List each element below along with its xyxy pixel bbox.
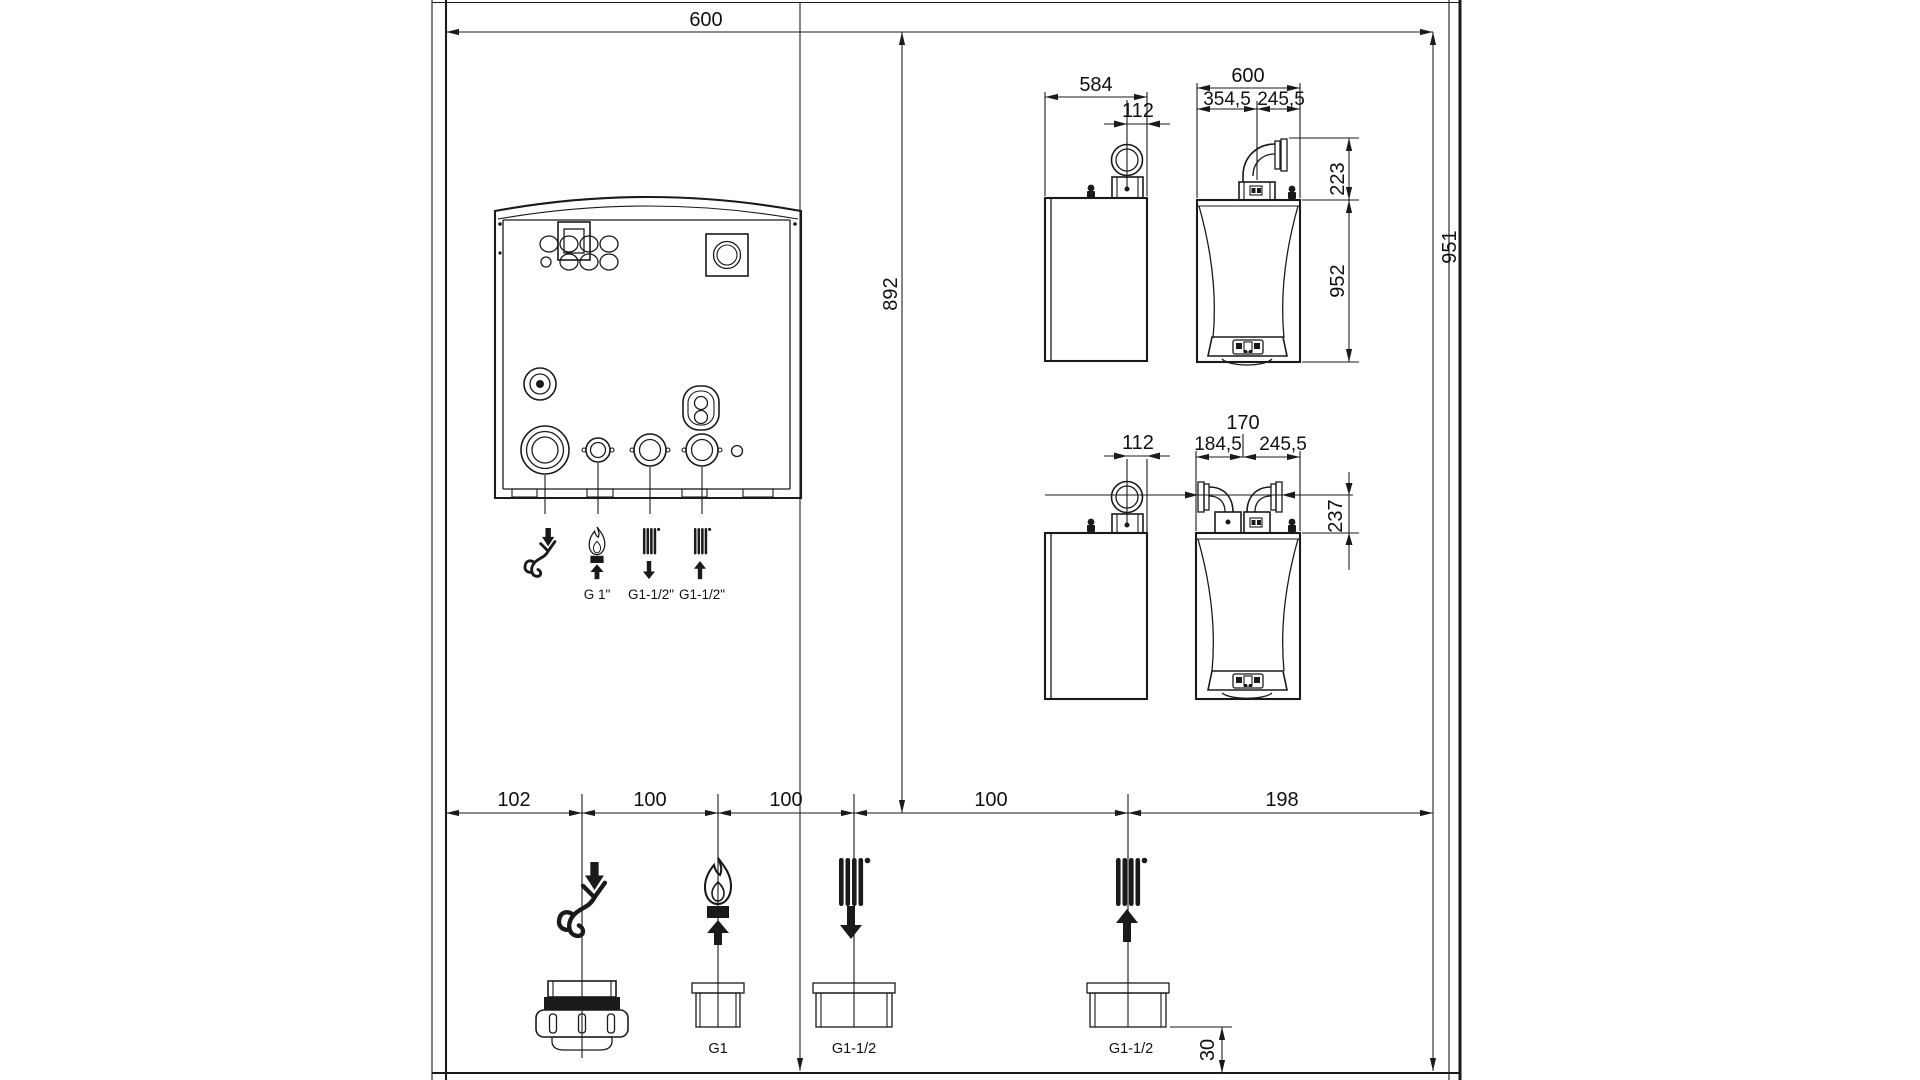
side-view-top: [1045, 74, 1170, 361]
control-panel: [1208, 671, 1287, 698]
vent-valve-icon: [1288, 186, 1296, 199]
dim-front-top-right: 245,5: [1257, 89, 1305, 110]
dim-height-left: 892: [880, 277, 902, 311]
control-panel: [1208, 337, 1287, 365]
drawing-frame: [432, 0, 1460, 1080]
dim-front-top-height: 952: [1327, 264, 1349, 298]
mid-label-gas: G 1": [583, 587, 611, 602]
bottom-label-flow: G1-1/2: [831, 1041, 877, 1057]
front-view-top: [1197, 65, 1359, 365]
chain-dim-0: 102: [497, 789, 531, 811]
connection-symbols-mid: [525, 527, 725, 602]
flue-elbow-right-icon: [1244, 482, 1282, 533]
dim-front-bottom-left: 184,5: [1194, 434, 1242, 455]
gauge-boss-icon: [524, 368, 556, 400]
dim-side-bottom-flue: 112: [1122, 432, 1154, 454]
dim-side-top-flue: 112: [1122, 100, 1154, 122]
chain-dim-4: 198: [1265, 789, 1299, 811]
front-view-bottom: [1045, 412, 1359, 699]
dim-front-bottom-spread: 170: [1226, 412, 1260, 434]
drain-icon: [525, 528, 555, 576]
radiator-return-icon: [1116, 858, 1147, 942]
double-oval-bracket-icon: [683, 386, 719, 430]
air-intake-port-icon: [706, 234, 748, 276]
dim-overall-width: 600: [689, 9, 723, 31]
connection-symbols-bottom: [559, 858, 1147, 945]
side-view-bottom: [1045, 432, 1170, 699]
mid-label-flow: G1-1/2": [627, 587, 675, 602]
mid-label-return: G1-1/2": [678, 587, 726, 602]
chain-dim-2: 100: [769, 789, 803, 811]
dim-side-top-width: 584: [1079, 74, 1113, 96]
bottom-dimension-chain: [446, 789, 1433, 1058]
vent-valve-icon: [1087, 519, 1095, 532]
bottom-label-return: G1-1/2: [1108, 1041, 1154, 1057]
radiator-flow-icon: [643, 528, 660, 579]
radiator-flow-icon: [839, 858, 870, 939]
dim-height-right: 951: [1439, 230, 1461, 264]
flame-icon: [589, 527, 605, 579]
flue-elbow-icon: [1239, 139, 1287, 200]
flue-elbow-left-icon: [1198, 482, 1241, 533]
bottom-tabs: [512, 489, 773, 497]
radiator-return-icon: [694, 528, 711, 579]
bottom-label-gas: G1: [708, 1041, 728, 1057]
dim-front-top-rise: 223: [1327, 162, 1349, 196]
chain-dim-3: 100: [974, 789, 1008, 811]
dim-front-bottom-right: 245,5: [1259, 434, 1307, 455]
dim-stub-height: 30: [1197, 1038, 1219, 1062]
vent-valve-icon: [1288, 519, 1296, 532]
dim-front-top-left: 354,5: [1203, 89, 1251, 110]
chain-dim-1: 100: [633, 789, 667, 811]
pipe-connections: [521, 426, 743, 474]
vent-valve-icon: [1087, 185, 1095, 198]
boiler-bottom-view: [495, 197, 801, 498]
dim-front-top-width: 600: [1231, 65, 1265, 87]
dim-front-bottom-rise: 237: [1325, 499, 1347, 533]
